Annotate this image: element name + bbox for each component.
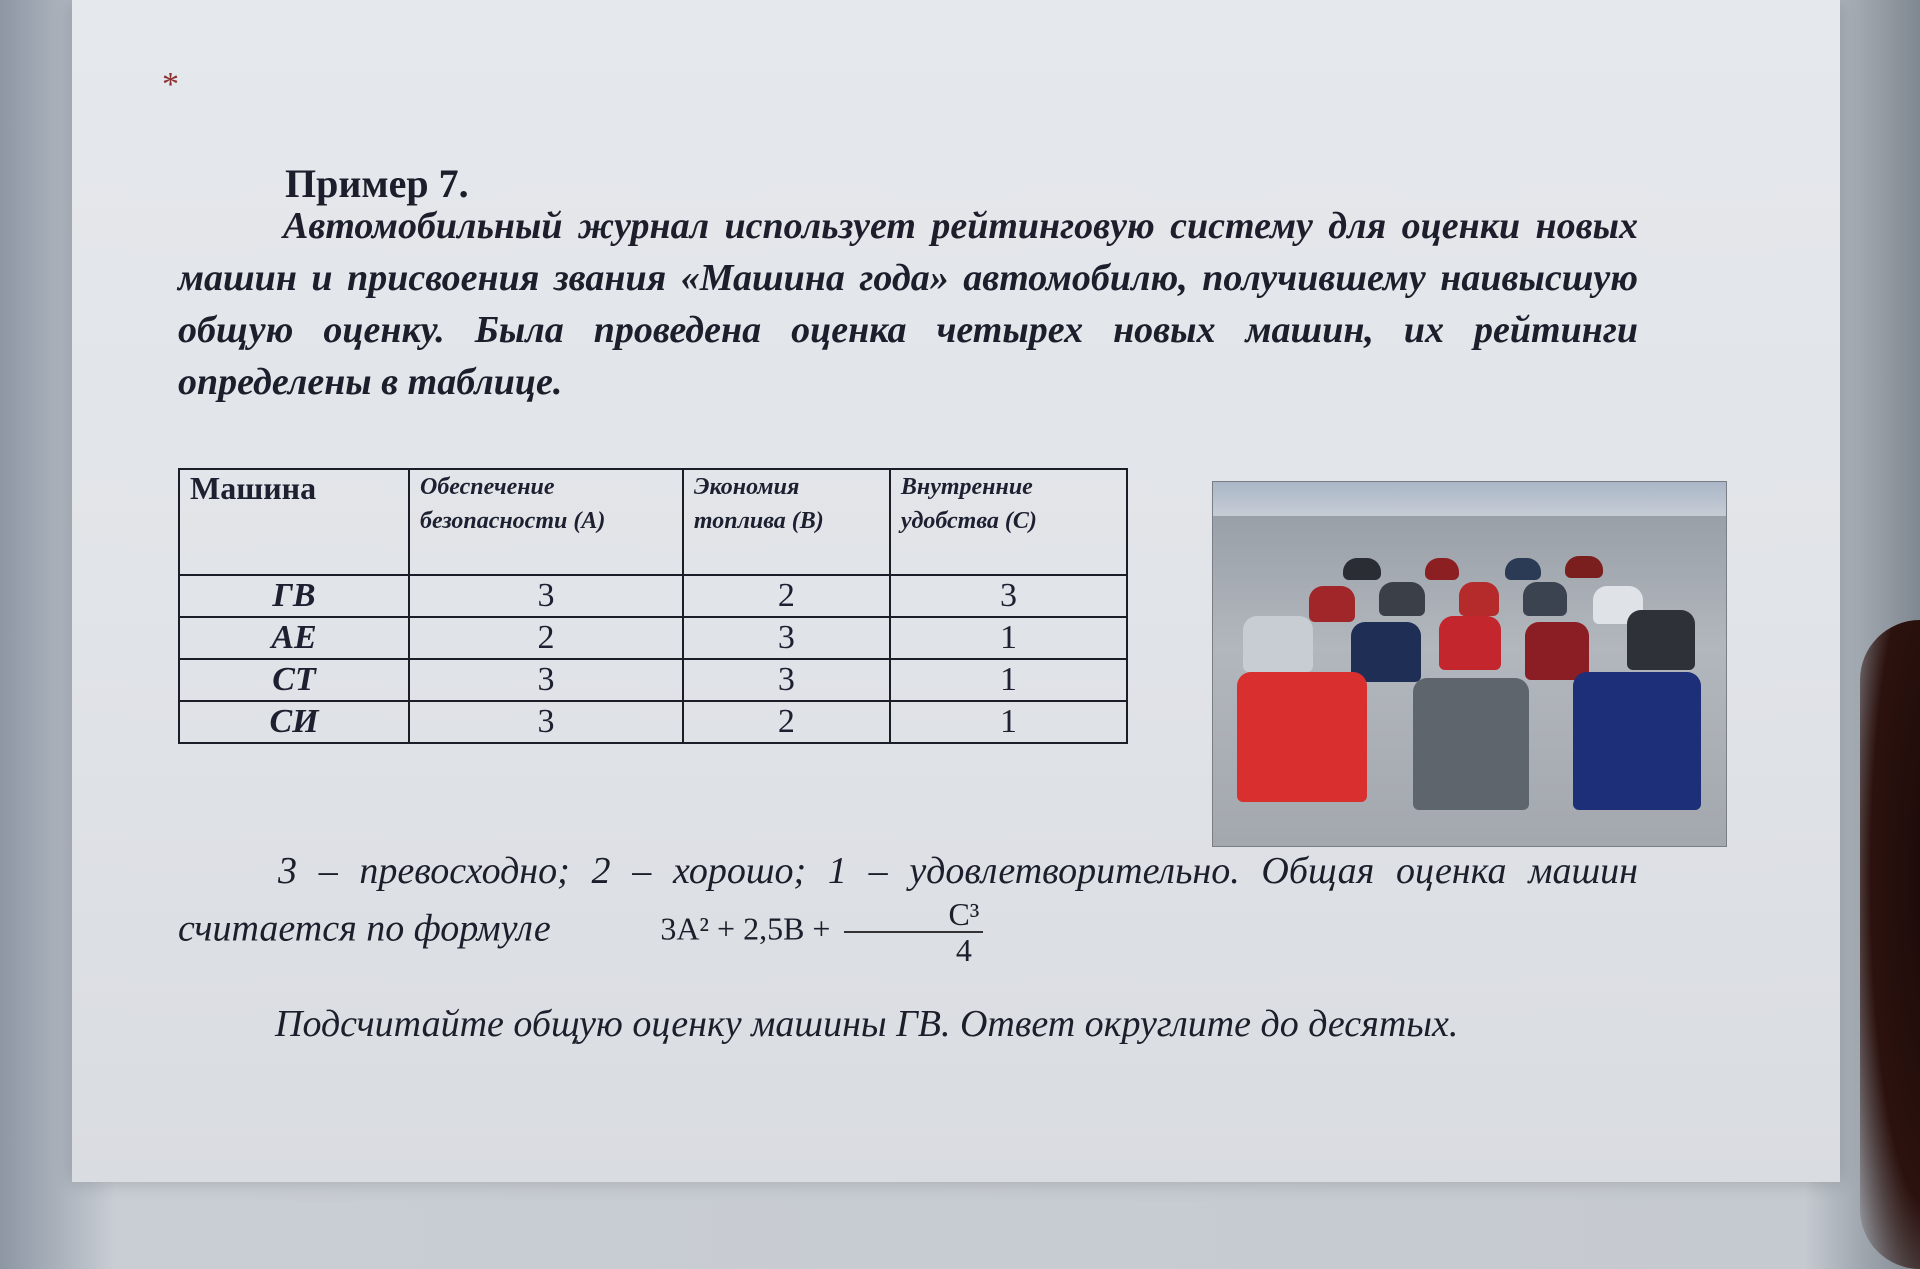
formula-denominator: 4 [955, 932, 972, 968]
car-image [1243, 616, 1313, 672]
header-comfort: Внутренние удобства (С) [890, 469, 1127, 575]
task-text: Подсчитайте общую оценку машины ГВ. Ответ округлите до десятых. [275, 1003, 1459, 1045]
table-header-row [179, 469, 1127, 575]
safety-value: 3 [409, 575, 683, 617]
car-name: ГВ [179, 575, 409, 617]
car-image [1237, 672, 1367, 802]
car-image [1565, 556, 1603, 578]
table-row [179, 575, 1127, 617]
car-image [1309, 586, 1355, 622]
formula-left: 3A² + 2,5B + [660, 910, 831, 947]
header-car: Машина [179, 469, 409, 575]
fuel-value: 2 [683, 701, 890, 743]
photo-sky [1213, 482, 1726, 520]
car-image [1343, 558, 1381, 580]
asterisk-marker: * [162, 66, 179, 103]
ratings-table [178, 468, 1128, 744]
example-title: Пример 7. [285, 161, 469, 206]
problem-intro: Автомобильный журнал использует рейтинговую систему для оценки новых машин и присвоения звания «Машина года» автомобилю, получившему наивысшую общую оценку. Была проведена оценка четырех новых машин, их рейтинги определены в таблице. [178, 205, 1638, 403]
car-name: СИ [179, 701, 409, 743]
formula-numerator: C³ [844, 897, 983, 933]
car-image [1439, 616, 1501, 670]
rating-scale-and-formula [178, 845, 1638, 967]
safety-value: 2 [409, 617, 683, 659]
car-image [1413, 678, 1529, 810]
table-row [179, 659, 1127, 701]
fuel-value: 3 [683, 617, 890, 659]
car-image [1573, 672, 1701, 810]
comfort-value: 3 [890, 575, 1127, 617]
formula-fraction [844, 897, 983, 967]
cars-photo [1212, 481, 1727, 847]
safety-value: 3 [409, 701, 683, 743]
header-safety: Обеспечение безопасности (А) [409, 469, 683, 575]
header-fuel: Экономия топлива (В) [683, 469, 890, 575]
car-image [1351, 622, 1421, 682]
car-image [1379, 582, 1425, 616]
foreground-shadow [1860, 620, 1920, 1269]
fuel-value: 2 [683, 575, 890, 617]
car-image [1525, 622, 1589, 680]
car-name: АЕ [179, 617, 409, 659]
scale-text: 3 – превосходно; 2 – хорошо; 1 – удовлетворительно. Общая оценка машин считается по формуле [178, 850, 1638, 950]
safety-value: 3 [409, 659, 683, 701]
car-image [1627, 610, 1695, 670]
fuel-value: 3 [683, 659, 890, 701]
comfort-value: 1 [890, 617, 1127, 659]
table-row [179, 617, 1127, 659]
table-row [179, 701, 1127, 743]
car-image [1459, 582, 1499, 616]
comfort-value: 1 [890, 659, 1127, 701]
car-image [1505, 558, 1541, 580]
car-image [1425, 558, 1459, 580]
comfort-value: 1 [890, 701, 1127, 743]
car-name: СТ [179, 659, 409, 701]
score-formula [560, 897, 983, 967]
car-image [1523, 582, 1567, 616]
